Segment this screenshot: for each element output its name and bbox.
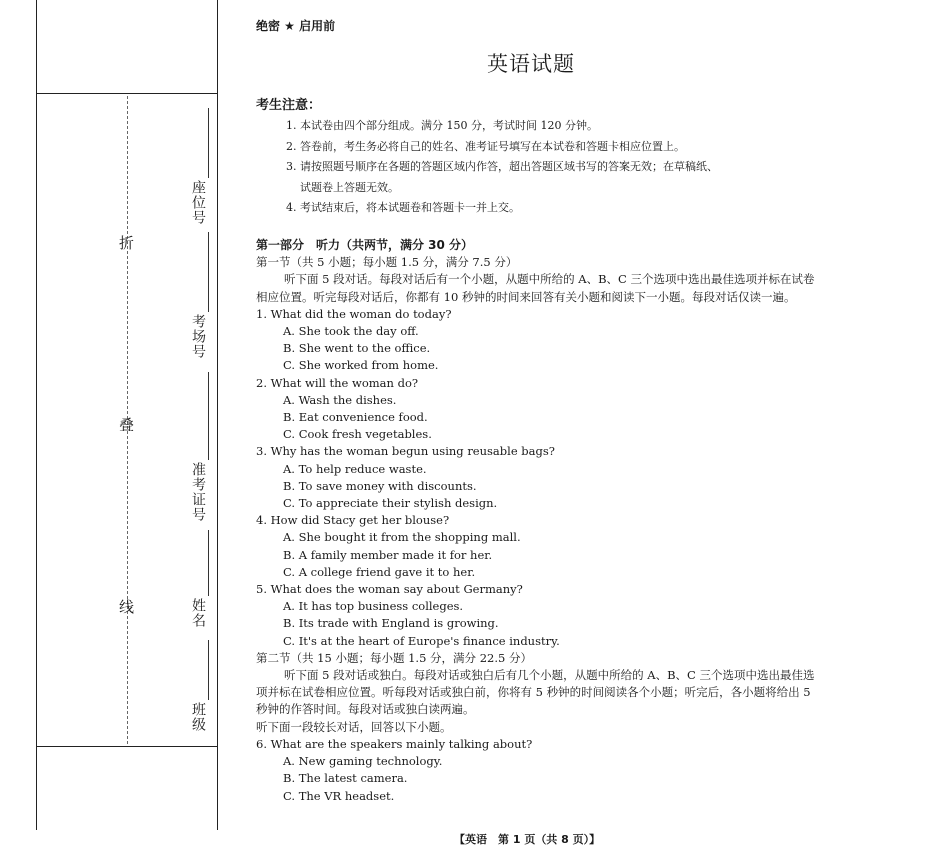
class-label: 班级 [190,702,206,732]
option-a: A. Wash the dishes. [283,392,397,407]
option-a: A. To help reduce waste. [283,461,427,476]
question-4 [256,512,816,581]
question-stem: 4. How did Stacy get her blouse? [256,513,450,528]
question-stem: 3. Why has the woman begun using reusable bags? [256,444,555,459]
question-1 [256,306,816,375]
exam-title: 英语试题 [487,52,575,76]
section1-heading: 第一节（共 5 小题；每小题 1.5 分，满分 7.5 分） [256,255,518,270]
name-label: 姓名 [190,598,206,628]
seat-number-line [208,108,209,178]
option-b: B. A family member made it for her. [283,547,493,562]
option-b: B. The latest camera. [283,771,408,786]
margin-outer-line [36,0,37,830]
option-c: C. Cook fresh vegetables. [283,427,432,442]
margin-top-rule [36,93,218,94]
confidential-label: 绝密 ★ 启用前 [256,19,336,33]
option-c: C. The VR headset. [283,788,395,803]
listening-part [256,237,816,805]
part1-heading: 第一部分 听力（共两节，满分 30 分） [256,238,474,252]
name-line [208,530,209,596]
fold-char-3: 线 [119,598,135,616]
option-b: B. To save money with discounts. [283,478,477,493]
option-a: A. It has top business colleges. [283,599,464,614]
fold-char-2: 叠 [119,416,135,434]
option-c: C. It's at the heart of Europe's finance industry. [283,633,560,648]
notice-list [286,116,806,219]
section2-lead: 听下面一段较长对话，回答以下小题。 [256,719,452,734]
page-footer: 【英语 第 1 页（共 8 页）】 [454,833,601,846]
question-stem: 1. What did the woman do today? [256,306,452,321]
margin-bottom-rule [36,746,218,747]
section2-heading: 第二节（共 15 小题；每小题 1.5 分，满分 22.5 分） [256,650,532,665]
option-c: C. She worked from home. [283,358,439,373]
question-stem: 6. What are the speakers mainly talking about? [256,736,533,751]
admission-number-label: 准考证号 [190,462,206,522]
question-5 [256,581,816,650]
option-b: B. She went to the office. [283,341,431,356]
margin-inner-line [217,0,218,830]
question-2 [256,375,816,444]
section1-instructions: 听下面 5 段对话。每段对话后有一个小题，从题中所给的 A、B、C 三个选项中选出最佳选项并标在试卷相应位置。听完每段对话后，你都有 10 秒钟的时间来回答有关小题和阅读下一小题。每段对话仅读一遍。 [256,272,815,304]
section2-instructions: 听下面 5 段对话或独白。每段对话或独白后有几个小题，从题中所给的 A、B、C 三个选项中选出最佳选项并标在试卷相应位置。听每段对话或独白前，你将有 5 秒钟的时间阅读各个小题；听完后，各小题将给出 5 秒钟的作答时间。每段对话或独白读两遍。 [256,668,815,717]
option-c: C. A college friend gave it to her. [283,564,476,579]
option-a: A. She bought it from the shopping mall. [283,530,521,545]
notice-item: 3. 请按照题号顺序在各题的答题区域内作答，超出答题区域书写的答案无效；在草稿纸、 [286,160,718,173]
class-line [208,640,209,700]
option-b: B. Eat convenience food. [283,410,428,425]
option-a: A. She took the day off. [283,324,419,339]
question-3 [256,443,816,512]
question-6 [256,736,816,805]
admission-number-line [208,372,209,460]
option-c: C. To appreciate their stylish design. [283,496,498,511]
notice-item: 2. 答卷前，考生务必将自己的姓名、准考证号填写在本试卷和答题卡相应位置上。 [286,139,685,153]
notice-item: 1. 本试卷由四个部分组成。满分 150 分，考试时间 120 分钟。 [286,119,598,132]
seat-number-label: 座位号 [190,180,206,225]
room-number-line [208,232,209,312]
notice-heading: 考生注意： [256,98,322,113]
question-stem: 2. What will the woman do? [256,375,419,390]
notice-item-continued: 试题卷上答题无效。 [300,180,399,194]
question-stem: 5. What does the woman say about Germany? [256,582,523,597]
notice-item: 4. 考试结束后，将本试题卷和答题卡一并上交。 [286,201,520,214]
exam-room-label: 考场号 [190,314,206,359]
fold-char-1: 折 [119,234,135,252]
option-b: B. Its trade with England is growing. [283,616,499,631]
option-a: A. New gaming technology. [283,754,443,769]
